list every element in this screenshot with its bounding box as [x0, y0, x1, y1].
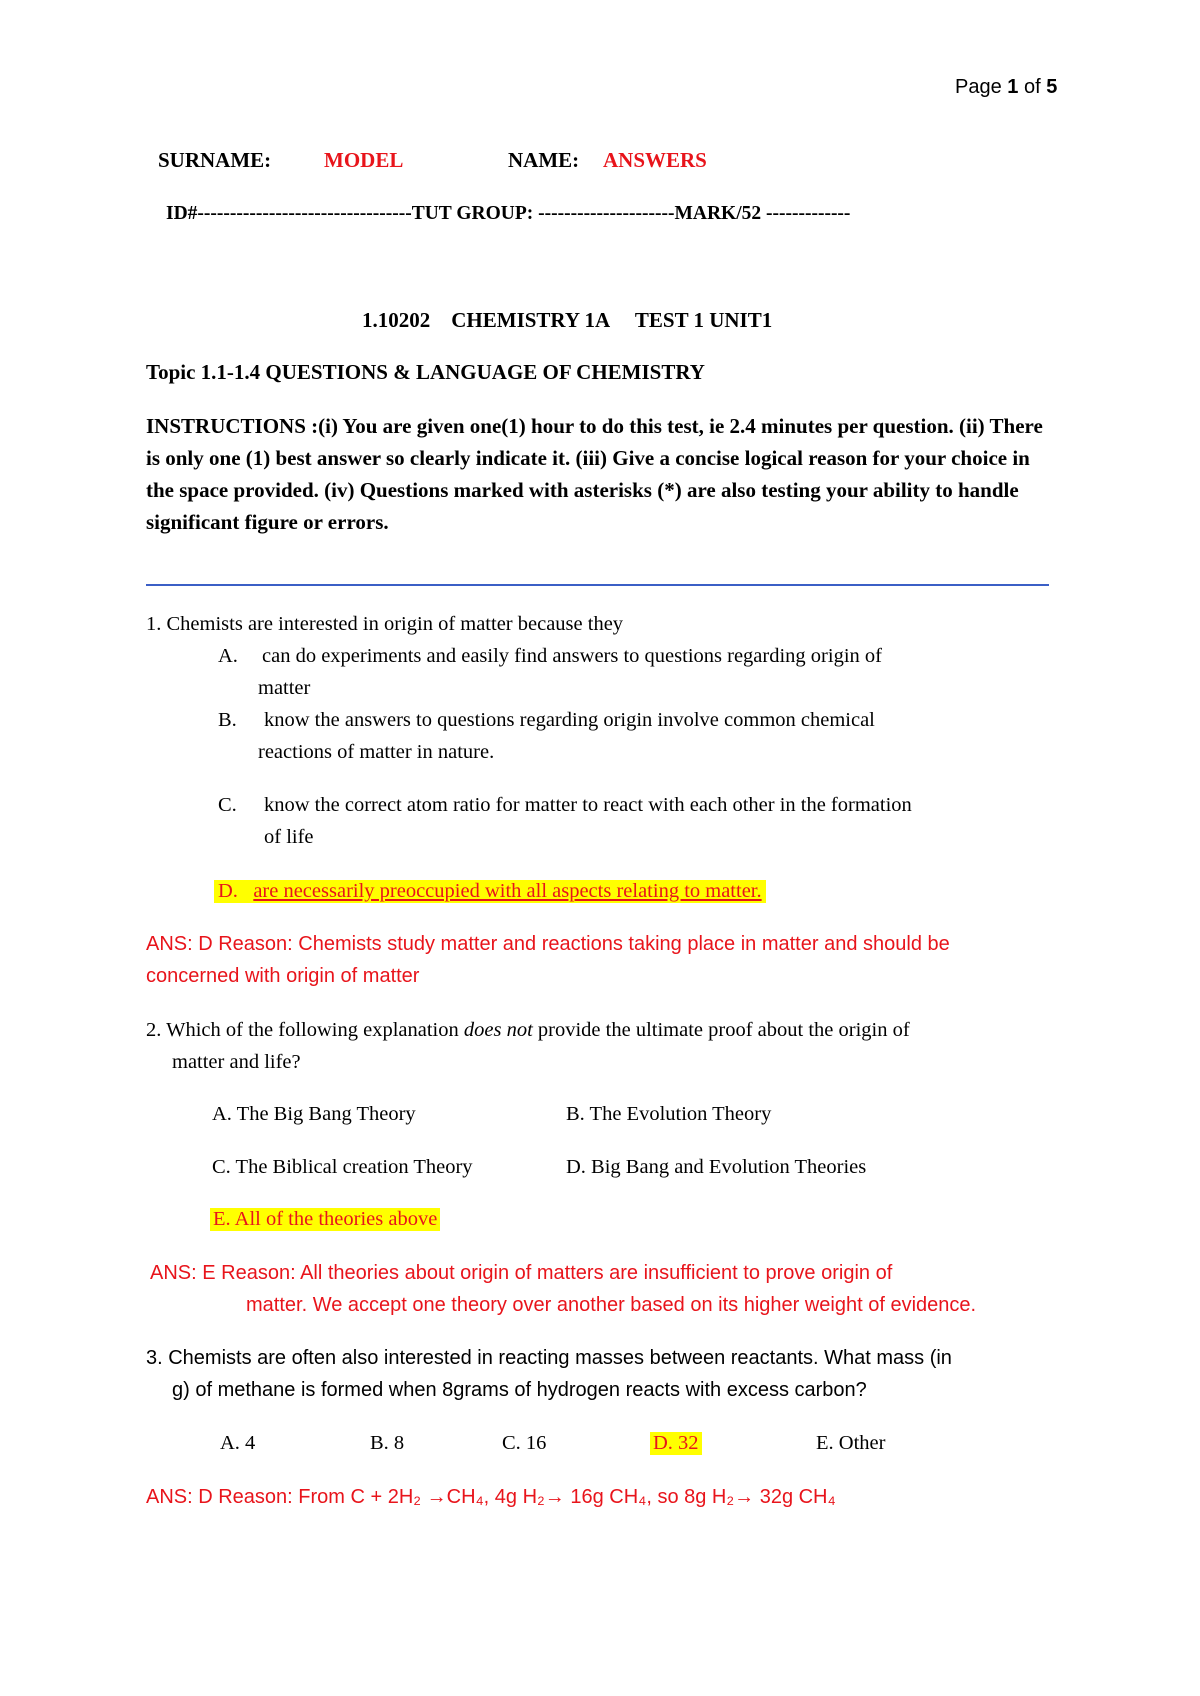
q3-stem-line1: 3. Chemists are often also interested in reacting masses between reactants. What mass (in — [146, 1347, 952, 1369]
q1-option-b-line1: know the answers to questions regarding origin involve common chemical — [264, 709, 875, 731]
name-label: NAME: — [508, 148, 580, 172]
q1-option-d-letter: D. — [218, 880, 238, 902]
q2-answer-line1: ANS: E Reason: All theories about origin of matters are insufficient to prove origin of — [150, 1262, 893, 1284]
q2-stem-line2: matter and life? — [172, 1051, 301, 1073]
q2-option-e-answer: E. All of the theories above — [210, 1208, 440, 1231]
q2-option-b: B. The Evolution Theory — [566, 1103, 772, 1125]
surname-value: MODEL — [324, 148, 404, 172]
q1-option-b-letter: B. — [218, 709, 237, 731]
id-line: ID#---------------------------------TUT GROUP: ---------------------MARK/52 ------------- — [166, 203, 851, 224]
topic: Topic 1.1-1.4 QUESTIONS & LANGUAGE OF CHEMISTRY — [146, 360, 705, 384]
q1-option-c-line2: of life — [264, 826, 314, 848]
page-of: of — [1018, 76, 1047, 98]
q3-option-e: E. Other — [816, 1432, 886, 1454]
q2-answer-line2: matter. We accept one theory over another based on its higher weight of evidence. — [246, 1294, 977, 1316]
q1-answer-line2: concerned with origin of matter — [146, 965, 420, 987]
q1-option-c-line1: know the correct atom ratio for matter to react with each other in the formation — [264, 794, 912, 816]
q3-option-a: A. 4 — [220, 1432, 256, 1454]
q2-option-c: C. The Biblical creation Theory — [212, 1156, 473, 1178]
page-current: 1 — [1007, 76, 1019, 98]
q3-option-b: B. 8 — [370, 1432, 405, 1454]
surname-label: SURNAME: — [158, 148, 272, 172]
instructions: INSTRUCTIONS :(i) You are given one(1) hour to do this test, ie 2.4 minutes per question. (ii) There is only one (1) best answer so clearly indicate it. (iii) Give a concise logical reason for your choice in the space provided. (iv) Questions marked with asterisks (*) are also testing your ability to handle significant figure or errors. — [146, 414, 1043, 534]
q3-answer-text: ANS: D Reason: From C + 2H₂ →CH₄, 4g H₂→ 16g CH₄, so 8g H₂→ 32g CH₄ — [146, 1486, 836, 1508]
name-value: ANSWERS — [603, 148, 707, 172]
q2-stem — [146, 1019, 910, 1042]
q1-option-d-answer — [214, 880, 766, 903]
q1-stem: 1. Chemists are interested in origin of matter because they — [146, 613, 624, 635]
q1-option-b-line2: reactions of matter in nature. — [258, 741, 495, 763]
q3-answer — [146, 1486, 836, 1509]
q3-option-d-answer: D. 32 — [650, 1432, 702, 1455]
q3-option-c: C. 16 — [502, 1432, 547, 1454]
q2-option-d: D. Big Bang and Evolution Theories — [566, 1156, 867, 1178]
q2-stem-pre: 2. Which of the following explanation — [146, 1019, 464, 1041]
q1-option-c-letter: C. — [218, 794, 237, 816]
q1-option-d-text: are necessarily preoccupied with all aspects relating to matter. — [253, 880, 762, 902]
q2-stem-emphasis: does not — [463, 1019, 533, 1041]
page-total: 5 — [1046, 76, 1058, 98]
separator-rule — [146, 584, 1049, 586]
q1-option-a-letter: A. — [218, 645, 238, 667]
q1-option-a-line2: matter — [258, 677, 311, 699]
q1-answer-line1: ANS: D Reason: Chemists study matter and reactions taking place in matter and should be — [146, 933, 950, 955]
q2-stem-post: provide the ultimate proof about the origin of — [532, 1019, 910, 1041]
q3-stem-line2: g) of methane is formed when 8grams of hydrogen reacts with excess carbon? — [172, 1379, 867, 1401]
q1-option-a-line1: can do experiments and easily find answers to questions regarding origin of — [262, 645, 882, 667]
test-title: 1.10202 CHEMISTRY 1A TEST 1 UNIT1 — [362, 308, 773, 332]
page-number — [955, 76, 1057, 99]
page-prefix: Page — [955, 76, 1008, 98]
q2-option-a: A. The Big Bang Theory — [212, 1103, 416, 1125]
